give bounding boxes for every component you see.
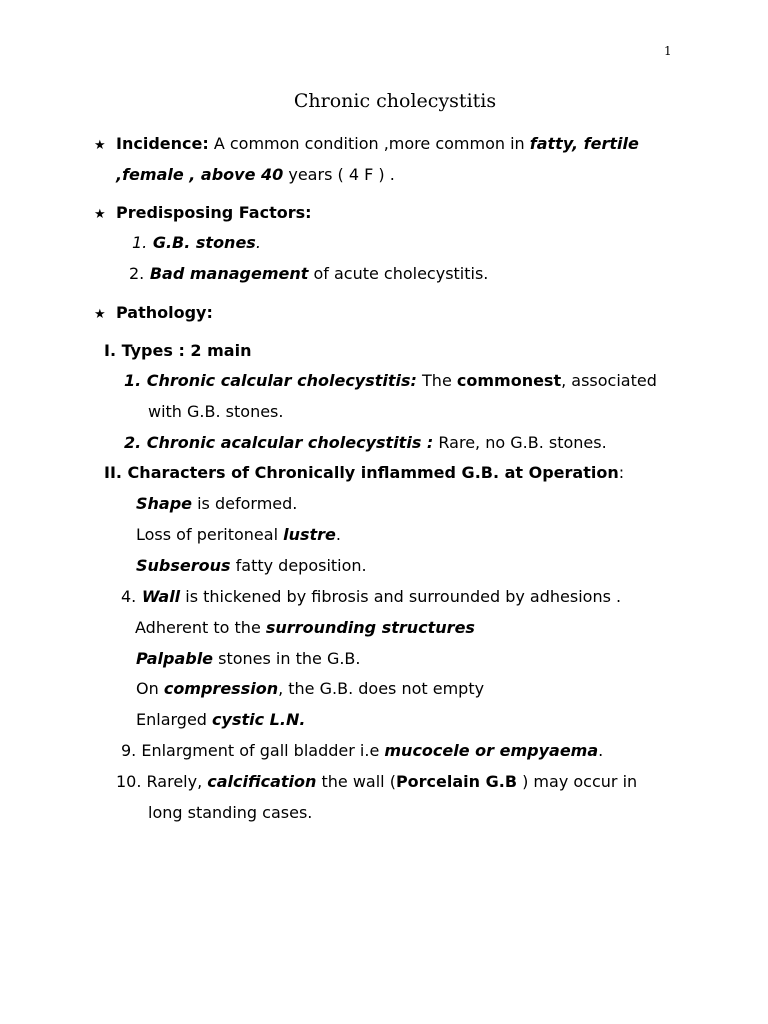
characters-wall-number: 4. <box>121 587 137 606</box>
characters-wall <box>121 587 621 607</box>
characters-subserous-emphasis: Subserous <box>136 556 231 575</box>
predisposing-item-1-emphasis: G.B. stones <box>147 233 256 252</box>
pathology-heading: Pathology: <box>116 303 213 322</box>
characters-item-9-emphasis: mucocele or empyaema <box>384 741 599 760</box>
characters-palpable-emphasis: Palpable <box>136 649 214 668</box>
characters-enlarged-text: Enlarged <box>136 710 213 729</box>
characters-enlarged-emphasis: cystic L.N. <box>212 710 306 729</box>
characters-item-9-end: . <box>598 741 604 760</box>
types-item-2-emphasis: 2. Chronic acalcular cholecystitis : <box>124 433 434 452</box>
incidence-label: Incidence: <box>116 134 209 153</box>
characters-compression-rest: , the G.B. does not empty <box>278 679 485 698</box>
characters-item-10-rest: ) may occur in <box>517 772 638 791</box>
characters-compression <box>136 679 484 699</box>
characters-wall-emphasis: Wall <box>136 587 181 606</box>
incidence-emphasis-2: ,female , above 40 <box>116 165 284 184</box>
types-heading: I. Types : 2 main <box>104 341 252 360</box>
predisposing-item-1-end: . <box>255 233 261 252</box>
characters-heading-text: II. Characters of Chronically inflammed G.B. at Operation <box>104 463 619 482</box>
incidence-text: A common condition ,more common in <box>208 134 530 153</box>
star-bullet-icon: ★ <box>94 138 106 153</box>
characters-subserous <box>136 556 367 576</box>
characters-compression-emphasis: compression <box>163 679 279 698</box>
characters-adherent <box>135 618 475 638</box>
characters-lustre-end: . <box>335 525 341 544</box>
page-number: 1 <box>664 44 672 58</box>
characters-lustre-text: Loss of peritoneal <box>136 525 284 544</box>
characters-item-9 <box>121 741 603 761</box>
predisposing-item-2-emphasis: Bad management <box>144 264 309 283</box>
characters-item-10-text: 10. Rarely, <box>116 772 208 791</box>
predisposing-heading: Predisposing Factors: <box>116 203 312 222</box>
predisposing-item-2-number: 2. <box>129 264 145 283</box>
types-item-1 <box>124 371 657 391</box>
characters-heading-colon: : <box>618 463 625 482</box>
characters-item-10 <box>116 772 637 792</box>
types-item-1-text: The <box>416 371 457 390</box>
characters-palpable-text: stones in the G.B. <box>213 649 361 668</box>
characters-item-10-bold: Porcelain G.B <box>395 772 518 791</box>
star-bullet-icon: ★ <box>94 207 106 222</box>
characters-item-10-continuation: long standing cases. <box>148 803 313 822</box>
types-item-2-text: Rare, no G.B. stones. <box>433 433 607 452</box>
characters-palpable <box>136 649 360 669</box>
page-title: Chronic cholecystitis <box>293 90 497 112</box>
characters-shape-emphasis: Shape <box>136 494 193 513</box>
types-item-1-rest: , associated <box>561 371 657 390</box>
predisposing-item-1-number: 1. <box>132 233 148 252</box>
characters-wall-text: is thickened by fibrosis and surrounded by adhesions . <box>180 587 622 606</box>
incidence-emphasis: fatty, fertile <box>529 134 639 153</box>
incidence-line-2 <box>116 165 395 185</box>
characters-item-9-text: 9. Enlargment of gall bladder i.e <box>121 741 385 760</box>
star-bullet-icon: ★ <box>94 307 106 322</box>
types-item-1-continuation: with G.B. stones. <box>148 402 284 421</box>
characters-item-10-mid: the wall ( <box>316 772 396 791</box>
types-item-1-bold: commonest <box>456 371 562 390</box>
incidence-text-2: years ( 4 F ) . <box>283 165 395 184</box>
types-item-1-emphasis: 1. Chronic calcular cholecystitis: <box>124 371 417 390</box>
characters-adherent-emphasis: surrounding structures <box>265 618 475 637</box>
characters-shape-text: is deformed. <box>192 494 298 513</box>
characters-shape <box>136 494 297 514</box>
characters-lustre-emphasis: lustre <box>283 525 336 544</box>
characters-compression-text: On <box>136 679 164 698</box>
characters-item-10-emphasis: calcification <box>207 772 317 791</box>
characters-adherent-text: Adherent to the <box>135 618 266 637</box>
incidence-line <box>116 134 639 154</box>
characters-heading <box>104 463 624 483</box>
characters-lustre <box>136 525 341 545</box>
predisposing-item-1 <box>132 233 261 253</box>
predisposing-item-2 <box>129 264 488 284</box>
types-item-2 <box>124 433 607 453</box>
characters-subserous-text: fatty deposition. <box>230 556 367 575</box>
predisposing-item-2-text: of acute cholecystitis. <box>308 264 489 283</box>
characters-enlarged <box>136 710 305 730</box>
